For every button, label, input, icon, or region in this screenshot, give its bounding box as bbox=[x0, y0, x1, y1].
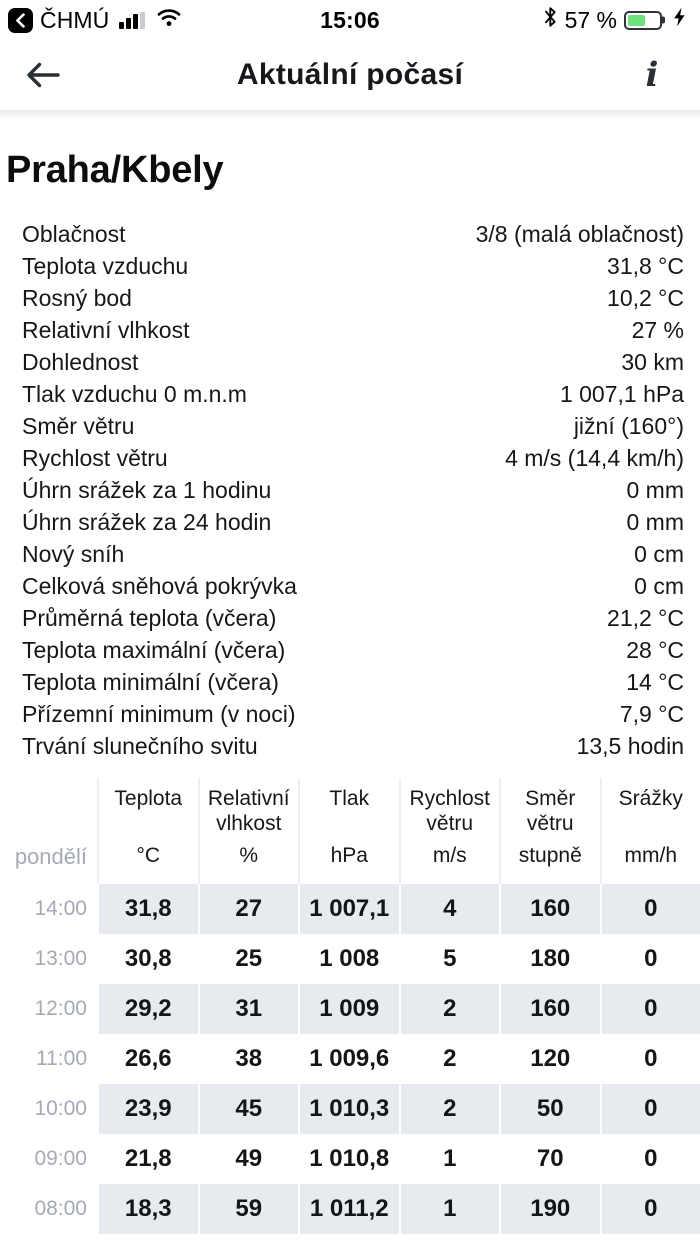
row-time-label: 09:00 bbox=[0, 1134, 97, 1184]
table-row[interactable] bbox=[0, 1084, 700, 1134]
table-cell: 160 bbox=[499, 884, 600, 934]
table-cell: 59 bbox=[198, 1184, 299, 1234]
detail-row bbox=[22, 378, 684, 410]
table-cell: 38 bbox=[198, 1034, 299, 1084]
column-header: Tlak bbox=[298, 778, 399, 844]
table-row[interactable] bbox=[0, 984, 700, 1034]
detail-value: 3/8 (malá oblačnost) bbox=[475, 220, 684, 247]
row-time-label: 11:00 bbox=[0, 1034, 97, 1084]
table-cell: 0 bbox=[600, 1184, 700, 1234]
table-cell: 25 bbox=[198, 934, 299, 984]
table-row[interactable] bbox=[0, 1134, 700, 1184]
detail-label: Úhrn srážek za 1 hodinu bbox=[22, 476, 272, 503]
detail-row bbox=[22, 314, 684, 346]
wifi-icon bbox=[157, 7, 181, 33]
detail-row bbox=[22, 602, 684, 634]
table-cell: 0 bbox=[600, 1084, 700, 1134]
detail-row bbox=[22, 442, 684, 474]
table-cell: 29,2 bbox=[97, 984, 198, 1034]
table-cell: 5 bbox=[399, 934, 500, 984]
detail-label: Teplota vzduchu bbox=[22, 252, 189, 279]
detail-label: Trvání slunečního svitu bbox=[22, 732, 258, 759]
detail-row bbox=[22, 698, 684, 730]
detail-label: Rychlost větru bbox=[22, 444, 168, 471]
table-cell: 1 bbox=[399, 1184, 500, 1234]
detail-value: 30 km bbox=[621, 348, 684, 375]
table-cell: 18,3 bbox=[97, 1184, 198, 1234]
detail-label: Oblačnost bbox=[22, 220, 126, 247]
detail-label: Rosný bod bbox=[22, 284, 132, 311]
column-unit: °C bbox=[97, 844, 198, 884]
page-title: Aktuální počasí bbox=[236, 58, 464, 91]
detail-row bbox=[22, 506, 684, 538]
status-bar bbox=[0, 0, 700, 40]
table-corner-cell bbox=[0, 778, 97, 844]
column-unit: hPa bbox=[298, 844, 399, 884]
table-cell: 0 bbox=[600, 1134, 700, 1184]
detail-row bbox=[22, 730, 684, 762]
table-cell: 31,8 bbox=[97, 884, 198, 934]
table-cell: 2 bbox=[399, 1084, 500, 1134]
detail-label: Dohlednost bbox=[22, 348, 139, 375]
table-cell: 26,6 bbox=[97, 1034, 198, 1084]
station-name: Praha/Kbely bbox=[6, 149, 224, 191]
table-cell: 0 bbox=[600, 1034, 700, 1084]
detail-value: 28 °C bbox=[626, 636, 684, 663]
table-cell: 23,9 bbox=[97, 1084, 198, 1134]
detail-label: Tlak vzduchu 0 m.n.m bbox=[22, 380, 247, 407]
table-row[interactable] bbox=[0, 1184, 700, 1234]
table-cell: 45 bbox=[198, 1084, 299, 1134]
hourly-measurements-table bbox=[0, 778, 700, 1234]
table-cell: 50 bbox=[499, 1084, 600, 1134]
row-time-label: 08:00 bbox=[0, 1184, 97, 1234]
table-cell: 2 bbox=[399, 984, 500, 1034]
charging-bolt-icon bbox=[673, 7, 686, 33]
detail-row bbox=[22, 570, 684, 602]
detail-row bbox=[22, 474, 684, 506]
table-cell: 4 bbox=[399, 884, 500, 934]
detail-label: Průměrná teplota (včera) bbox=[22, 604, 277, 631]
table-cell: 1 009,6 bbox=[298, 1034, 399, 1084]
row-time-label: 10:00 bbox=[0, 1084, 97, 1134]
table-cell: 1 010,8 bbox=[298, 1134, 399, 1184]
detail-value: 4 m/s (14,4 km/h) bbox=[505, 444, 684, 471]
detail-value: 0 cm bbox=[634, 540, 684, 567]
detail-row bbox=[22, 346, 684, 378]
detail-row bbox=[22, 666, 684, 698]
detail-value: 7,9 °C bbox=[619, 700, 684, 727]
table-cell: 160 bbox=[499, 984, 600, 1034]
table-cell: 31 bbox=[198, 984, 299, 1034]
table-cell: 1 009 bbox=[298, 984, 399, 1034]
table-cell: 190 bbox=[499, 1184, 600, 1234]
detail-row bbox=[22, 218, 684, 250]
column-header: Teplota bbox=[97, 778, 198, 844]
arrow-left-icon[interactable] bbox=[22, 53, 66, 97]
table-cell: 2 bbox=[399, 1034, 500, 1084]
detail-label: Směr větru bbox=[22, 412, 135, 439]
status-bar-clock: 15:06 bbox=[320, 6, 380, 33]
info-icon[interactable] bbox=[630, 53, 674, 97]
table-cell: 180 bbox=[499, 934, 600, 984]
detail-value: 14 °C bbox=[626, 668, 684, 695]
table-cell: 21,8 bbox=[97, 1134, 198, 1184]
detail-value: 0 cm bbox=[634, 572, 684, 599]
table-cell: 70 bbox=[499, 1134, 600, 1184]
detail-value: 1 007,1 hPa bbox=[559, 380, 684, 407]
column-unit: % bbox=[198, 844, 299, 884]
chevron-left-icon[interactable] bbox=[8, 8, 33, 33]
column-header: Rychlost větru bbox=[399, 778, 500, 844]
table-header-row bbox=[0, 778, 700, 844]
detail-row bbox=[22, 634, 684, 666]
detail-value: 21,2 °C bbox=[607, 604, 684, 631]
row-time-label: 12:00 bbox=[0, 984, 97, 1034]
table-day-label: pondělí bbox=[0, 844, 97, 884]
detail-value: jižní (160°) bbox=[573, 412, 684, 439]
navigation-bar bbox=[0, 40, 700, 110]
detail-value: 10,2 °C bbox=[607, 284, 684, 311]
detail-row bbox=[22, 282, 684, 314]
status-bar-left bbox=[8, 7, 181, 34]
detail-label: Relativní vlhkost bbox=[22, 316, 190, 343]
detail-label: Nový sníh bbox=[22, 540, 125, 567]
table-body bbox=[0, 884, 700, 1234]
table-cell: 30,8 bbox=[97, 934, 198, 984]
detail-value: 13,5 hodin bbox=[576, 732, 684, 759]
column-unit: stupně bbox=[499, 844, 600, 884]
table-cell: 0 bbox=[600, 884, 700, 934]
detail-value: 31,8 °C bbox=[607, 252, 684, 279]
column-unit: m/s bbox=[399, 844, 500, 884]
table-row[interactable] bbox=[0, 1034, 700, 1084]
column-header: Relativní vlhkost bbox=[198, 778, 299, 844]
info-icon-glyph: i bbox=[645, 55, 659, 95]
detail-label: Celková sněhová pokrývka bbox=[22, 572, 297, 599]
detail-row bbox=[22, 250, 684, 282]
column-header: Srážky bbox=[600, 778, 700, 844]
column-header: Směr větru bbox=[499, 778, 600, 844]
table-row[interactable] bbox=[0, 884, 700, 934]
detail-label: Úhrn srážek za 24 hodin bbox=[22, 508, 272, 535]
table-row[interactable] bbox=[0, 934, 700, 984]
row-time-label: 13:00 bbox=[0, 934, 97, 984]
detail-value: 27 % bbox=[631, 316, 684, 343]
cellular-signal-icon bbox=[119, 12, 145, 29]
weather-detail-list bbox=[0, 218, 700, 762]
table-cell: 49 bbox=[198, 1134, 299, 1184]
table-cell: 1 011,2 bbox=[298, 1184, 399, 1234]
row-time-label: 14:00 bbox=[0, 884, 97, 934]
detail-value: 0 mm bbox=[626, 476, 684, 503]
detail-label: Teplota minimální (včera) bbox=[22, 668, 279, 695]
detail-row bbox=[22, 410, 684, 442]
navbar-separator bbox=[0, 110, 700, 120]
detail-value: 0 mm bbox=[626, 508, 684, 535]
battery-icon bbox=[624, 11, 662, 30]
table-cell: 27 bbox=[198, 884, 299, 934]
table-cell: 1 bbox=[399, 1134, 500, 1184]
column-unit: mm/h bbox=[600, 844, 700, 884]
table-cell: 0 bbox=[600, 934, 700, 984]
table-cell: 1 007,1 bbox=[298, 884, 399, 934]
table-cell: 120 bbox=[499, 1034, 600, 1084]
table-cell: 1 008 bbox=[298, 934, 399, 984]
detail-label: Teplota maximální (včera) bbox=[22, 636, 286, 663]
bluetooth-icon bbox=[543, 6, 558, 34]
status-bar-right bbox=[543, 6, 686, 34]
table-cell: 1 010,3 bbox=[298, 1084, 399, 1134]
detail-label: Přízemní minimum (v noci) bbox=[22, 700, 296, 727]
table-cell: 0 bbox=[600, 984, 700, 1034]
detail-row bbox=[22, 538, 684, 570]
battery-percent-label: 57 % bbox=[564, 6, 617, 33]
status-bar-app-name[interactable]: ČHMÚ bbox=[40, 6, 110, 33]
table-units-row bbox=[0, 844, 700, 884]
